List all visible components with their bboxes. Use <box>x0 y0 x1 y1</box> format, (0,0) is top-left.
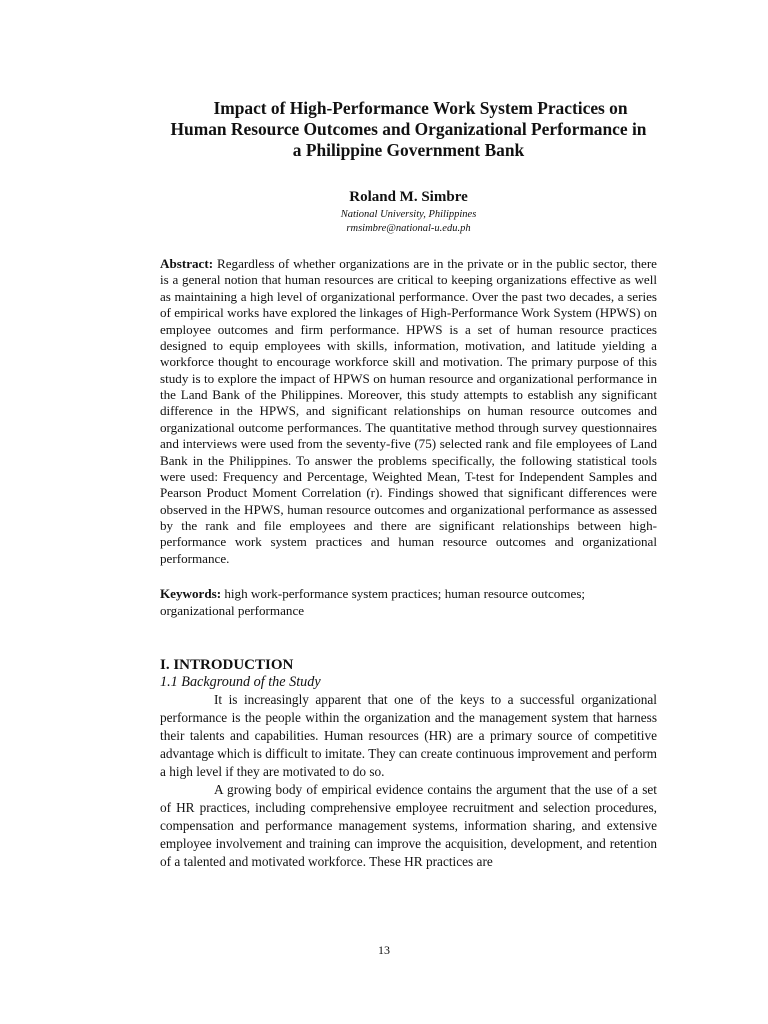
author-affiliation: National University, Philippines <box>340 209 477 220</box>
section-heading: I. INTRODUCTION <box>160 656 294 673</box>
title-line: Impact of High-Performance Work System Practices on <box>213 98 628 118</box>
keywords <box>160 586 657 619</box>
paper-title <box>160 98 657 161</box>
paper-page <box>160 98 657 871</box>
keywords-label: Keywords: <box>160 586 225 602</box>
author-name: Roland M. Simbre <box>349 189 468 205</box>
author-email: rmsimbre@national-u.edu.ph <box>346 223 471 234</box>
keywords-text: high work-performance system practices; human resource outcomes; organizational performance <box>160 586 586 618</box>
subsection-heading: 1.1 Background of the Study <box>160 673 321 690</box>
abstract-text: Regardless of whether organizations are in the private or in the public sector, there is a general notion that human resources are critical to keeping organizations effective as well as maintaining a high level of organizational performance. Over the past two decades, a series of empirical works have explored the linkages of High-Performance Work System (HPWS) on employee outcomes and firm performance. HPWS is a set of human resource practices designed to equip employees with skills, information, motivation, and latitude yielding a workforce thought to encourage workforce skill and motivation. The primary purpose of this study is to explore the impact of HPWS on human resource and organizational performance in the Land Bank of the Philippines. Moreover, this study attempts to establish any significant difference in the HPWS, and significant relationships on human resource outcomes and organizational outcome performances. The quantitative method through survey questionnaires and interviews were used from the seventy-five (75) selected rank and file employees of Land Bank in the Philippines. To answer the problems specifically, the following statistical tools were used: Frequency and Percentage, Weighted Mean, T-test for Independent Samples and Pearson Product Moment Correlation (r). Findings showed that significant differences were observed in the HPWS, human resource outcomes and organizational performance as assessed by the rank and file employees and there are significant relationships between high-performance work system practices and human resource outcomes and organizational performance. <box>160 256 657 566</box>
body-paragraph: It is increasingly apparent that one of the keys to a successful organizational performance is the people within the organization and the management system that harness their talents and capabilities. Human resources (HR) are a primary source of competitive advantage which is difficult to imitate. They can create continuous improvement and perform a high level if they are motivated to do so. <box>160 691 657 780</box>
body-paragraph: A growing body of empirical evidence contains the argument that the use of a set of HR practices, including comprehensive employee recruitment and selection procedures, compensation and performance management systems, information sharing, and extensive employee involvement and training can improve the acquisition, development, and retention of a talented and motivated workforce. These HR practices are <box>160 782 657 870</box>
abstract <box>160 256 657 567</box>
page-number: 13 <box>378 943 390 957</box>
title-line: Human Resource Outcomes and Organizational Performance in <box>170 119 647 139</box>
abstract-label: Abstract: <box>160 256 217 271</box>
title-line: a Philippine Government Bank <box>292 140 525 160</box>
